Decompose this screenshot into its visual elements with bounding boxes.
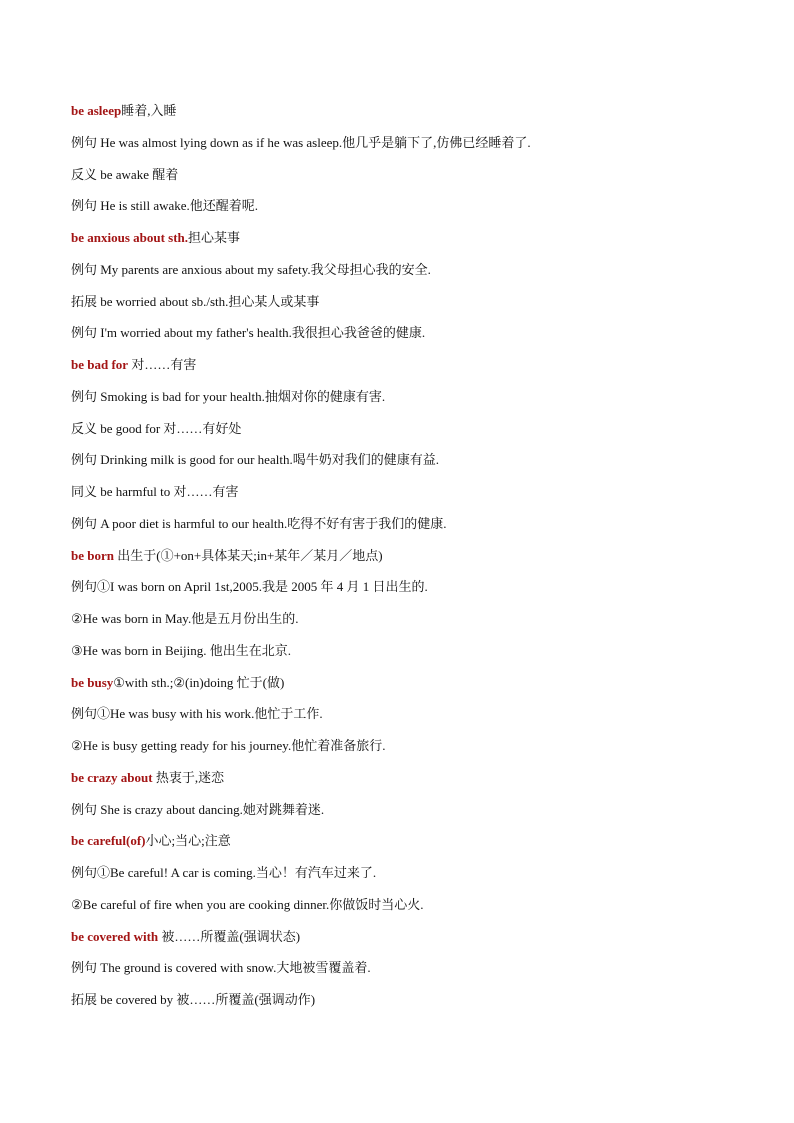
text-line (71, 577, 751, 609)
text-line (71, 990, 751, 1022)
text-line (71, 419, 751, 451)
text-line (71, 863, 751, 895)
keyword: be careful(of) (71, 833, 146, 849)
line-text: 例句 A poor diet is harmful to our health.吃得不好有害于我们的健康. (71, 515, 447, 531)
line-text: 反义 be good for 对……有好处 (71, 420, 242, 436)
keyword: be bad for (71, 357, 129, 372)
line-text: 例句 I'm worried about my father's health.我很担心我爸爸的健康. (71, 325, 426, 341)
text-line (71, 450, 751, 482)
line-text: 例句 The ground is covered with snow.大地被雪覆盖着. (71, 960, 371, 976)
line-text: 拓展 be covered by 被……所覆盖(强调动作) (71, 992, 316, 1007)
text-line (71, 482, 751, 514)
keyword: be covered with (71, 928, 159, 944)
text-line (71, 323, 751, 355)
line-text: 出生于(①+on+具体某天;in+某年／某月／地点) (113, 547, 383, 563)
text-line (71, 736, 751, 768)
text-line (71, 609, 751, 641)
line-text: ②He was born in May.他是五月份出生的. (71, 611, 299, 626)
line-text: 被……所覆盖(强调状态) (158, 928, 301, 944)
line-text: 小心;当心;注意 (145, 833, 231, 849)
text-line (71, 514, 751, 546)
keyword: be busy (71, 674, 114, 690)
text-line (71, 958, 751, 990)
line-text: 例句 Drinking milk is good for our health.喝牛奶对我们的健康有益. (71, 452, 439, 468)
text-body (71, 101, 751, 1022)
text-line (71, 260, 751, 292)
line-text: 热衷于,迷恋 (152, 769, 225, 785)
line-text: 例句 She is crazy about dancing.她对跳舞着迷. (71, 801, 325, 817)
text-line (71, 133, 751, 165)
keyword: be crazy about (71, 769, 153, 785)
entry-heading (71, 546, 751, 578)
keyword: be anxious about sth. (71, 230, 189, 245)
text-line (71, 704, 751, 736)
text-line (71, 800, 751, 832)
line-text: 例句 He is still awake.他还醒着呢. (71, 198, 259, 214)
line-text: 反义 be awake 醒着 (71, 166, 179, 182)
line-text: 拓展 be worried about sb./sth.担心某人或某事 (71, 293, 320, 309)
line-text: 例句①He was busy with his work.他忙于工作. (71, 706, 323, 722)
line-text: 对……有害 (128, 357, 197, 372)
entry-heading (71, 355, 751, 387)
entry-heading (71, 673, 751, 705)
line-text: 例句 Smoking is bad for your health.抽烟对你的健康有害. (71, 388, 386, 404)
line-text: ③He was born in Beijing. 他出生在北京. (71, 642, 291, 658)
text-line (71, 196, 751, 228)
entry-heading (71, 768, 751, 800)
line-text: 担心某事 (188, 230, 241, 245)
entry-heading (71, 228, 751, 260)
line-text: ①with sth.;②(in)doing 忙于(做) (113, 674, 285, 690)
line-text: 例句①I was born on April 1st,2005.我是 2005 年 4 月 1 日出生的. (71, 579, 428, 595)
line-text: 同义 be harmful to 对……有害 (71, 484, 239, 499)
line-text: 睡着,入睡 (121, 103, 177, 118)
entry-heading (71, 101, 751, 133)
text-line (71, 165, 751, 197)
text-line (71, 895, 751, 927)
entry-heading (71, 927, 751, 959)
line-text: 例句 My parents are anxious about my safety.我父母担心我的安全. (71, 261, 431, 277)
line-text: ②Be careful of fire when you are cooking dinner.你做饭时当心火. (71, 896, 424, 912)
line-text: ②He is busy getting ready for his journey.他忙着准备旅行. (71, 738, 386, 753)
text-line (71, 387, 751, 419)
entry-heading (71, 831, 751, 863)
text-line (71, 641, 751, 673)
keyword: be born (71, 547, 114, 563)
text-line (71, 292, 751, 324)
line-text: 例句 He was almost lying down as if he was asleep.他几乎是躺下了,仿佛已经睡着了. (71, 134, 531, 150)
keyword: be asleep (71, 103, 122, 118)
line-text: 例句①Be careful! A car is coming.当心！有汽车过来了. (71, 865, 377, 880)
